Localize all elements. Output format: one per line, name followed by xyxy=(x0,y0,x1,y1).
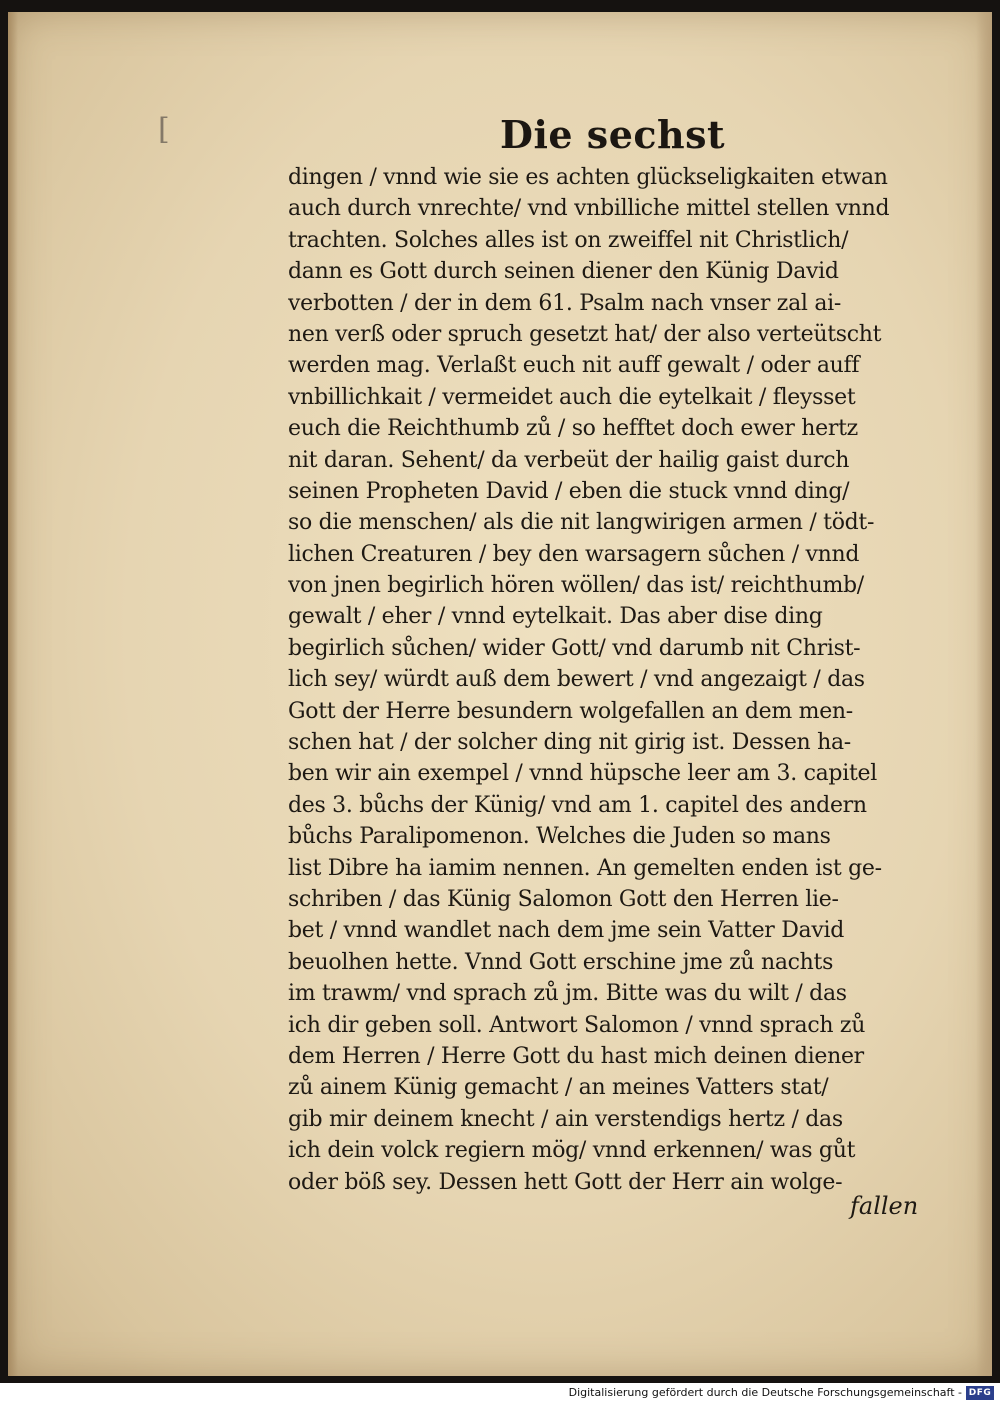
running-head: Die sechst xyxy=(500,112,726,157)
text-line: dingen / vnnd wie sie es achten glückseligkaiten etwan xyxy=(288,165,888,190)
text-line: ben wir ain exempel / vnnd hüpsche leer am 3. capitel xyxy=(288,761,877,787)
dfg-logo: DFG xyxy=(966,1386,994,1400)
text-line: bet / vnnd wandlet nach dem jme sein Vatter David xyxy=(288,918,845,944)
text-line: vnbillichkait / vermeidet auch die eytelkait / fleysset xyxy=(288,384,856,410)
text-line: list Dibre ha iamim nennen. An gemelten enden ist ge- xyxy=(288,855,882,881)
text-line: trachten. Solches alles ist on zweiffel nit Christlich/ xyxy=(288,227,849,253)
text-line: gib mir deinem knecht / ain verstendigs hertz / das xyxy=(288,1106,843,1132)
text-line: beuolhen hette. Vnnd Gott erschine jme zů nachts xyxy=(288,949,834,975)
text-line: oder böß sey. Dessen hett Gott der Herr ain wolge- xyxy=(288,1169,843,1195)
text-line: bůchs Paralipomenon. Welches die Juden so mans xyxy=(288,824,831,850)
margin-mark: [ xyxy=(158,112,170,147)
text-line: euch die Reichthumb zů / so hefftet doch ewer hertz xyxy=(288,416,858,442)
text-line: verbotten / der in dem 61. Psalm nach vnser zal ai- xyxy=(288,290,842,316)
text-line: gewalt / eher / vnnd eytelkait. Das aber dise ding xyxy=(288,604,823,630)
page-edge-right xyxy=(976,12,992,1376)
text-line: von jnen begirlich hören wöllen/ das ist/ reichthumb/ xyxy=(288,573,864,599)
text-line: schen hat / der solcher ding nit girig ist. Dessen ha- xyxy=(288,730,851,756)
text-line: nit daran. Sehent/ da verbeüt der hailig gaist durch xyxy=(288,447,850,473)
text-line: auch durch vnrechte/ vnd vnbilliche mittel stellen vnnd xyxy=(288,196,890,222)
text-line: Gott der Herre besundern wolgefallen an dem men- xyxy=(288,698,853,724)
text-line: dem Herren / Herre Gott du hast mich deinen diener xyxy=(288,1043,864,1069)
text-line: des 3. bůchs der Künig/ vnd am 1. capitel des andern xyxy=(288,792,867,818)
catchword: fallen xyxy=(850,1192,919,1220)
footer-credit: Digitalisierung gefördert durch die Deutsche Forschungsgemeinschaft - xyxy=(568,1386,962,1399)
text-block xyxy=(288,162,938,1198)
text-line: dann es Gott durch seinen diener den Künig David xyxy=(288,259,839,285)
text-line: lichen Creaturen / bey den warsagern sůchen / vnnd xyxy=(288,541,860,567)
text-line: seinen Propheten David / eben die stuck vnnd ding/ xyxy=(288,478,850,504)
text-line: begirlich sůchen/ wider Gott/ vnd darumb nit Christ- xyxy=(288,635,861,661)
text-line: ich dir geben soll. Antwort Salomon / vnnd sprach zů xyxy=(288,1012,866,1038)
text-line: im trawm/ vnd sprach zů jm. Bitte was du wilt / das xyxy=(288,981,847,1007)
text-line: schriben / das Künig Salomon Gott den Herren lie- xyxy=(288,886,839,912)
text-line: so die menschen/ als die nit langwirigen armen / tödt- xyxy=(288,510,875,536)
text-line: werden mag. Verlaßt euch nit auff gewalt / oder auff xyxy=(288,353,860,379)
page-edge-left xyxy=(8,12,18,1376)
text-line: zů ainem Künig gemacht / an meines Vatters stat/ xyxy=(288,1075,829,1101)
text-line: lich sey/ würdt auß dem bewert / vnd angezaigt / das xyxy=(288,667,865,693)
text-line: nen verß oder spruch gesetzt hat/ der also verteütscht xyxy=(288,321,882,347)
text-line: ich dein volck regiern mög/ vnnd erkennen/ was gůt xyxy=(288,1138,856,1164)
